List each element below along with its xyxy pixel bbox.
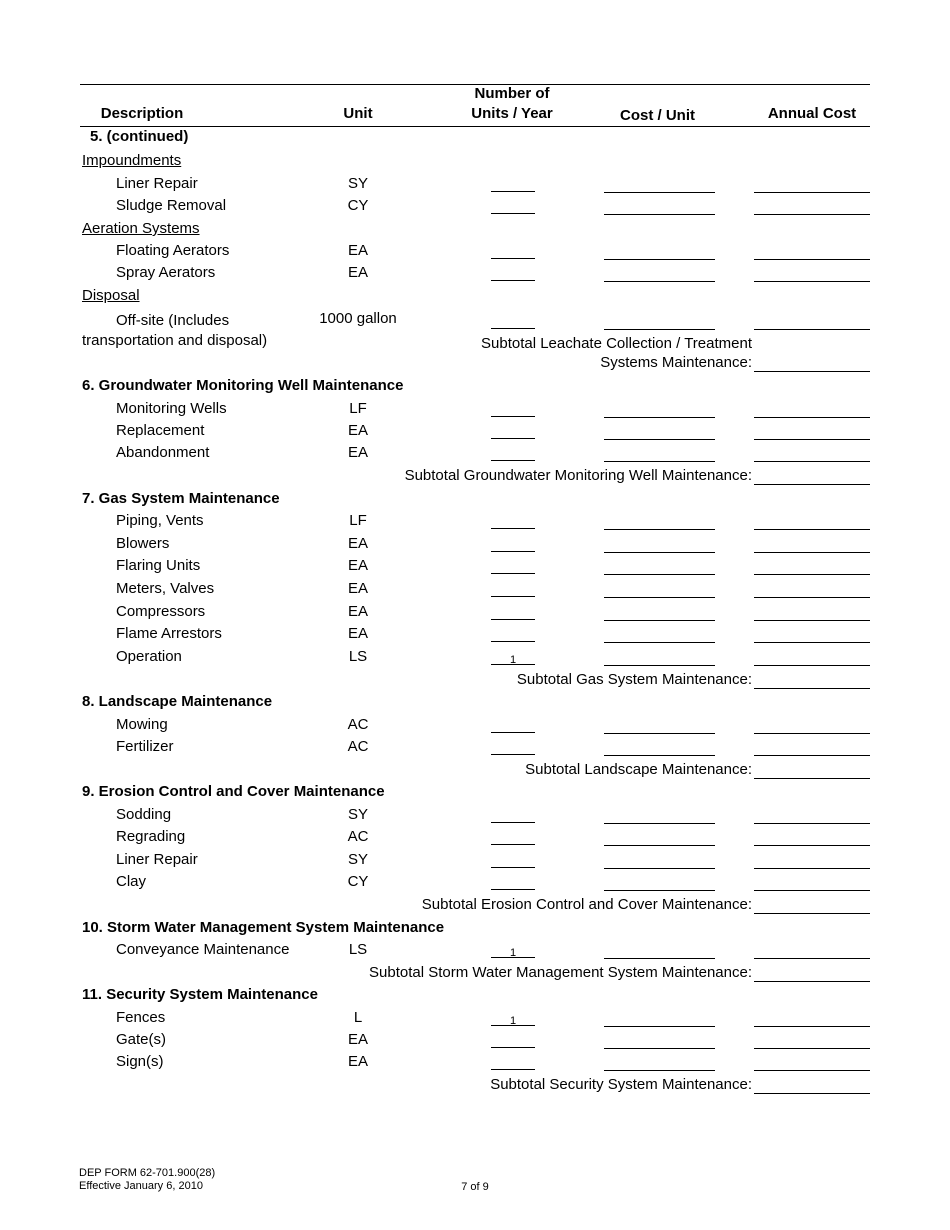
units-year-field[interactable] [491, 867, 535, 868]
units-year-field[interactable] [491, 1025, 535, 1026]
item-label: Mowing [116, 716, 168, 733]
table-row [0, 422, 950, 444]
cost-unit-field[interactable] [604, 192, 715, 193]
units-year-field[interactable] [491, 889, 535, 890]
section-title: 9. Erosion Control and Cover Maintenance [82, 783, 385, 800]
section-title-row [0, 783, 950, 805]
cost-unit-field[interactable] [604, 417, 715, 418]
item-unit: EA [347, 603, 368, 620]
subtotal-field[interactable] [754, 688, 870, 689]
cost-unit-field[interactable] [604, 1048, 715, 1049]
units-year-field[interactable] [491, 754, 535, 755]
units-year-field[interactable] [491, 822, 535, 823]
item-label: Flaring Units [116, 557, 201, 574]
subtotal-row [0, 671, 950, 693]
subtotal-field[interactable] [754, 778, 870, 779]
cost-unit-field[interactable] [604, 529, 715, 530]
cost-unit-field[interactable] [604, 755, 715, 756]
item-unit: AC [347, 738, 369, 755]
annual-cost-field[interactable] [754, 1070, 870, 1071]
annual-cost-field[interactable] [754, 417, 870, 418]
item-unit: LS [348, 941, 368, 958]
section-title-row [0, 128, 950, 150]
table-row [0, 851, 950, 873]
table-row [0, 873, 950, 895]
units-year-field[interactable] [491, 460, 535, 461]
item-unit: EA [347, 242, 368, 259]
item-label: Liner Repair [116, 851, 198, 868]
table-row [0, 648, 950, 670]
units-year-field[interactable] [491, 416, 535, 417]
table-row [0, 242, 950, 264]
units-year-field[interactable] [491, 213, 535, 214]
annual-cost-field[interactable] [754, 733, 870, 734]
item-label: Regrading [116, 828, 186, 845]
table-row [0, 806, 950, 828]
item-label: Liner Repair [116, 175, 198, 192]
subheading: Impoundments [82, 152, 182, 169]
subtotal-row [0, 896, 950, 918]
item-label: Monitoring Wells [116, 400, 227, 417]
header-bottom-rule [80, 126, 870, 127]
table-row-continued [0, 332, 950, 354]
item-unit: LS [348, 648, 368, 665]
table-row [0, 535, 950, 557]
item-unit: EA [347, 557, 368, 574]
cost-unit-field[interactable] [604, 958, 715, 959]
item-unit: EA [347, 535, 368, 552]
item-unit: AC [347, 716, 369, 733]
item-label: Replacement [116, 422, 205, 439]
item-unit: EA [347, 1031, 368, 1048]
table-row [0, 1031, 950, 1053]
item-unit: AC [347, 828, 369, 845]
item-unit: EA [347, 264, 368, 281]
item-unit: L [353, 1009, 363, 1026]
annual-cost-field[interactable] [754, 868, 870, 869]
annual-cost-field[interactable] [754, 259, 870, 260]
annual-cost-field[interactable] [754, 281, 870, 282]
subtotal-label: Subtotal Landscape Maintenance: [525, 761, 752, 778]
item-label: Sign(s) [116, 1053, 164, 1070]
annual-cost-field[interactable] [754, 329, 870, 330]
annual-cost-field[interactable] [754, 665, 870, 666]
annual-cost-field[interactable] [754, 620, 870, 621]
item-unit: EA [347, 580, 368, 597]
section-title-row [0, 377, 950, 399]
subheading-row [0, 152, 950, 174]
subtotal-field[interactable] [754, 371, 870, 372]
cost-unit-field[interactable] [604, 845, 715, 846]
effective-date: Effective January 6, 2010 [79, 1180, 203, 1192]
annual-cost-field[interactable] [754, 214, 870, 215]
item-unit: SY [347, 851, 368, 868]
item-label: Conveyance Maintenance [116, 941, 290, 958]
cost-unit-field[interactable] [604, 665, 715, 666]
header-unit: Unit [343, 105, 373, 122]
section-title-row [0, 919, 950, 941]
subtotal-field[interactable] [754, 981, 870, 982]
annual-cost-field[interactable] [754, 552, 870, 553]
cost-unit-field[interactable] [604, 620, 715, 621]
table-row [0, 197, 950, 219]
footer-form-info [79, 1167, 215, 1193]
units-year-field[interactable] [491, 957, 535, 958]
subtotal-label: Systems Maintenance: [600, 354, 752, 371]
cost-unit-field[interactable] [604, 461, 715, 462]
item-label: Compressors [116, 603, 206, 620]
table-row [0, 941, 950, 963]
item-unit: EA [347, 625, 368, 642]
table-row [0, 264, 950, 286]
subtotal-label: Subtotal Groundwater Monitoring Well Maintenance: [404, 467, 752, 484]
cost-unit-field[interactable] [604, 642, 715, 643]
units-year-field[interactable] [491, 528, 535, 529]
annual-cost-field[interactable] [754, 1048, 870, 1049]
item-unit: CY [347, 197, 369, 214]
table-row [0, 828, 950, 850]
cost-unit-field[interactable] [604, 214, 715, 215]
table-row [0, 557, 950, 579]
item-unit: SY [347, 175, 368, 192]
section-title-row [0, 693, 950, 715]
cost-unit-field[interactable] [604, 1026, 715, 1027]
table-row [0, 625, 950, 647]
section-title: 6. Groundwater Monitoring Well Maintenance [82, 377, 404, 394]
section-title: 10. Storm Water Management System Maintenance [82, 919, 445, 936]
annual-cost-field[interactable] [754, 439, 870, 440]
item-unit: LF [349, 512, 367, 529]
item-label: Flame Arrestors [116, 625, 222, 642]
item-label: Fences [116, 1009, 166, 1026]
item-unit: EA [347, 422, 368, 439]
cost-unit-field[interactable] [604, 329, 715, 330]
units-year-field[interactable] [491, 573, 535, 574]
table-row [0, 400, 950, 422]
header-description: Description [100, 105, 184, 122]
item-unit: EA [347, 1053, 368, 1070]
cost-unit-field[interactable] [604, 890, 715, 891]
units-year-field[interactable] [491, 191, 535, 192]
section-title: 11. Security System Maintenance [82, 986, 318, 1003]
table-row [0, 175, 950, 197]
cost-unit-field[interactable] [604, 733, 715, 734]
units-year-field[interactable] [491, 619, 535, 620]
item-unit: SY [347, 806, 368, 823]
subtotal-label: Subtotal Security System Maintenance: [490, 1076, 752, 1093]
units-year-value[interactable]: 1 [509, 947, 517, 959]
subtotal-field[interactable] [754, 913, 870, 914]
annual-cost-field[interactable] [754, 958, 870, 959]
subheading-row [0, 287, 950, 309]
annual-cost-field[interactable] [754, 529, 870, 530]
annual-cost-field[interactable] [754, 192, 870, 193]
units-year-field[interactable] [491, 1047, 535, 1048]
units-year-field[interactable] [491, 258, 535, 259]
table-row [0, 1053, 950, 1075]
item-label: Piping, Vents [116, 512, 204, 529]
header-units-year: Units / Year [471, 105, 553, 122]
item-label: Abandonment [116, 444, 210, 461]
units-year-field[interactable] [491, 328, 535, 329]
section-title-row [0, 490, 950, 512]
section-title-row [0, 986, 950, 1008]
subtotal-label: Subtotal Storm Water Management System Maintenance: [369, 964, 752, 981]
item-unit: CY [347, 873, 369, 890]
units-year-field[interactable] [491, 641, 535, 642]
header-annual-cost: Annual Cost [767, 105, 857, 122]
item-unit: LF [349, 400, 367, 417]
subheading: Disposal [82, 287, 140, 304]
cost-unit-field[interactable] [604, 1070, 715, 1071]
units-year-field[interactable] [491, 596, 535, 597]
subtotal-row [0, 467, 950, 489]
annual-cost-field[interactable] [754, 823, 870, 824]
table-row [0, 512, 950, 534]
section-title: 8. Landscape Maintenance [82, 693, 273, 710]
annual-cost-field[interactable] [754, 890, 870, 891]
subtotal-label: Subtotal Gas System Maintenance: [516, 671, 752, 688]
subtotal-row [0, 964, 950, 986]
units-year-field[interactable] [491, 664, 535, 665]
item-label-continued: transportation and disposal) [82, 332, 268, 349]
table-row [0, 312, 950, 334]
cost-unit-field[interactable] [604, 597, 715, 598]
units-year-field[interactable] [491, 732, 535, 733]
header-cost-unit: Cost / Unit [620, 107, 695, 124]
subtotal-field[interactable] [754, 484, 870, 485]
cost-unit-field[interactable] [604, 552, 715, 553]
item-unit: 1000 gallon [319, 310, 397, 327]
annual-cost-field[interactable] [754, 574, 870, 575]
subheading-row [0, 220, 950, 242]
subtotal-row [0, 354, 950, 376]
table-row [0, 1009, 950, 1031]
table-row [0, 580, 950, 602]
units-year-value[interactable]: 1 [509, 1015, 517, 1027]
table-row [0, 738, 950, 760]
item-label: Off-site (Includes [116, 312, 230, 329]
cost-unit-field[interactable] [604, 823, 715, 824]
annual-cost-field[interactable] [754, 461, 870, 462]
item-label: Fertilizer [116, 738, 174, 755]
subtotal-label: Subtotal Leachate Collection / Treatment [481, 335, 752, 352]
table-row [0, 716, 950, 738]
item-label: Spray Aerators [116, 264, 216, 281]
cost-unit-field[interactable] [604, 574, 715, 575]
subtotal-row [0, 761, 950, 783]
annual-cost-field[interactable] [754, 755, 870, 756]
item-label: Operation [116, 648, 182, 665]
form-number: DEP FORM 62-701.900(28) [79, 1167, 216, 1179]
units-year-field[interactable] [491, 438, 535, 439]
cost-unit-field[interactable] [604, 259, 715, 260]
item-label: Floating Aerators [116, 242, 230, 259]
annual-cost-field[interactable] [754, 597, 870, 598]
item-label: Sodding [116, 806, 172, 823]
table-row [0, 603, 950, 625]
header-number-of: Number of [474, 85, 550, 102]
cost-unit-field[interactable] [604, 281, 715, 282]
units-year-field[interactable] [491, 551, 535, 552]
annual-cost-field[interactable] [754, 845, 870, 846]
annual-cost-field[interactable] [754, 1026, 870, 1027]
cost-unit-field[interactable] [604, 439, 715, 440]
item-label: Blowers [116, 535, 170, 552]
section-title: 7. Gas System Maintenance [82, 490, 280, 507]
subheading: Aeration Systems [82, 220, 200, 237]
units-year-value[interactable]: 1 [509, 654, 517, 666]
table-row [0, 444, 950, 466]
units-year-field[interactable] [491, 844, 535, 845]
item-label: Sludge Removal [116, 197, 227, 214]
section-title: 5. (continued) [90, 128, 189, 145]
units-year-field[interactable] [491, 280, 535, 281]
item-label: Meters, Valves [116, 580, 215, 597]
subtotal-label: Subtotal Erosion Control and Cover Maintenance: [421, 896, 752, 913]
subtotal-row [0, 1076, 950, 1098]
item-label: Clay [116, 873, 147, 890]
units-year-field[interactable] [491, 1069, 535, 1070]
page-number: 7 of 9 [461, 1181, 489, 1193]
item-unit: EA [347, 444, 368, 461]
subtotal-field[interactable] [754, 1093, 870, 1094]
cost-unit-field[interactable] [604, 868, 715, 869]
item-label: Gate(s) [116, 1031, 167, 1048]
annual-cost-field[interactable] [754, 642, 870, 643]
